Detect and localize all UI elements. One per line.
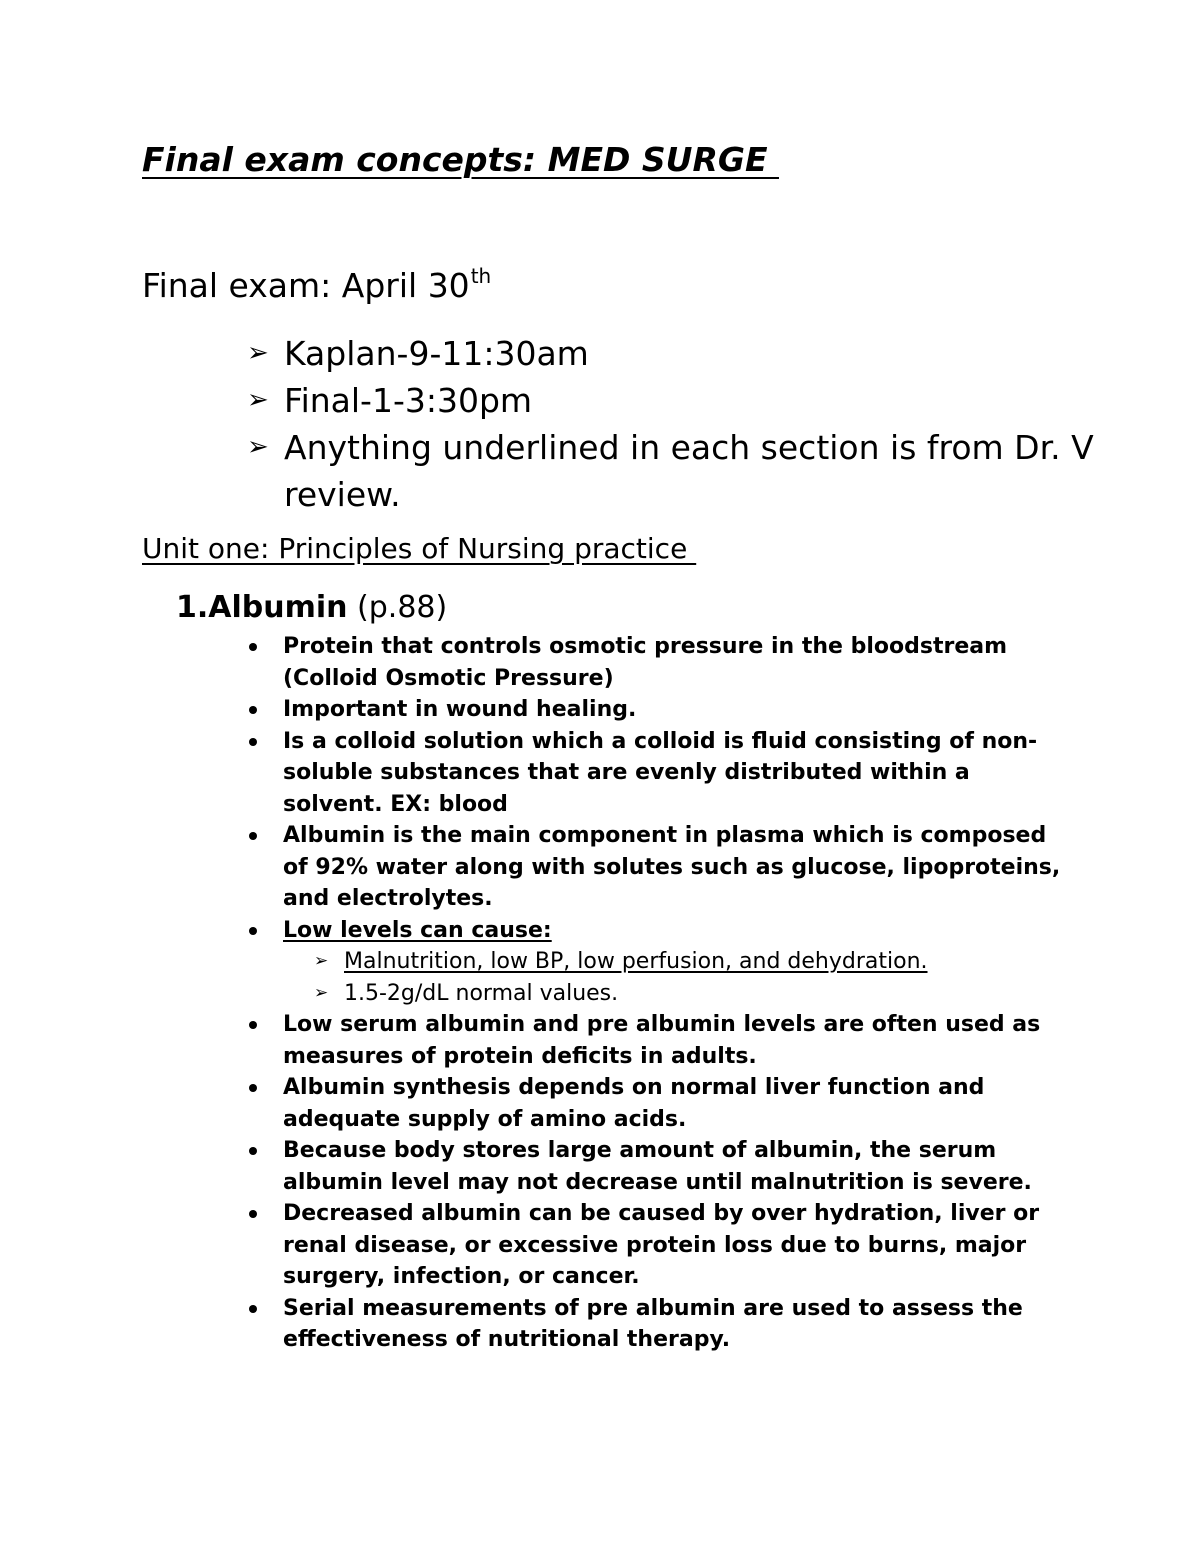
- arrow-bullet-icon: ➢: [314, 951, 329, 971]
- low-levels-sublist: [283, 946, 1074, 1009]
- exam-schedule-list: [244, 330, 1104, 518]
- arrow-bullet-icon: ➢: [247, 385, 269, 415]
- list-item: Serial measurements of pre albumin are used to assess the effectiveness of nutritional therapy.: [244, 1293, 1074, 1356]
- bullet-dot-icon: [249, 1084, 257, 1092]
- section-number: 1.: [176, 590, 209, 625]
- sub-list-item: ➢ Malnutrition, low BP, low perfusion, and dehydration.: [314, 946, 1074, 978]
- list-item: Decreased albumin can be caused by over hydration, liver or renal disease, or excessive protein loss due to burns, major surgery, infection, or cancer.: [244, 1198, 1074, 1293]
- section-heading: [176, 590, 447, 625]
- exam-date-label: Final exam: April 30: [142, 266, 470, 305]
- bullet-dot-icon: [249, 832, 257, 840]
- arrow-bullet-icon: ➢: [247, 432, 269, 462]
- albumin-bullet-list: [244, 631, 1074, 1356]
- bullet-dot-icon: [249, 1147, 257, 1155]
- arrow-bullet-icon: ➢: [247, 338, 269, 368]
- bullet-dot-icon: [249, 643, 257, 651]
- section-topic: Albumin: [208, 590, 348, 625]
- document-title: Final exam concepts: MED SURGE: [142, 140, 779, 179]
- list-item: Because body stores large amount of albumin, the serum albumin level may not decrease until malnutrition is severe.: [244, 1135, 1074, 1198]
- schedule-item: ➢ Kaplan-9-11:30am: [244, 330, 1104, 377]
- schedule-item: ➢ Final-1-3:30pm: [244, 377, 1104, 424]
- bullet-dot-icon: [249, 706, 257, 714]
- final-exam-date: [142, 266, 491, 305]
- list-item: Is a colloid solution which a colloid is fluid consisting of non-soluble substances that are evenly distributed within a solvent. EX: blood: [244, 726, 1074, 821]
- list-item: Important in wound healing.: [244, 694, 1074, 726]
- bullet-dot-icon: [249, 927, 257, 935]
- list-item: Albumin synthesis depends on normal liver function and adequate supply of amino acids.: [244, 1072, 1074, 1135]
- list-item: Albumin is the main component in plasma which is composed of 92% water along with solutes such as glucose, lipoproteins, and electrolytes.: [244, 820, 1074, 915]
- list-item: Low levels can cause: ➢ Malnutrition, low BP, low perfusion, and dehydration. ➢ 1.5-2g/dL normal values.: [244, 915, 1074, 1010]
- exam-date-suffix: th: [470, 264, 492, 288]
- list-item: Protein that controls osmotic pressure in the bloodstream (Colloid Osmotic Pressure): [244, 631, 1074, 694]
- bullet-dot-icon: [249, 1210, 257, 1218]
- arrow-bullet-icon: ➢: [314, 982, 329, 1003]
- section-page-ref: (p.88): [347, 590, 448, 625]
- bullet-dot-icon: [249, 738, 257, 746]
- list-item: Low serum albumin and pre albumin levels are often used as measures of protein deficits in adults.: [244, 1009, 1074, 1072]
- schedule-item: ➢ Anything underlined in each section is from Dr. V review.: [244, 424, 1104, 518]
- bullet-dot-icon: [249, 1305, 257, 1313]
- unit-heading: Unit one: Principles of Nursing practice: [142, 532, 697, 565]
- sub-list-item: ➢ 1.5-2g/dL normal values.: [314, 978, 1074, 1010]
- bullet-dot-icon: [249, 1021, 257, 1029]
